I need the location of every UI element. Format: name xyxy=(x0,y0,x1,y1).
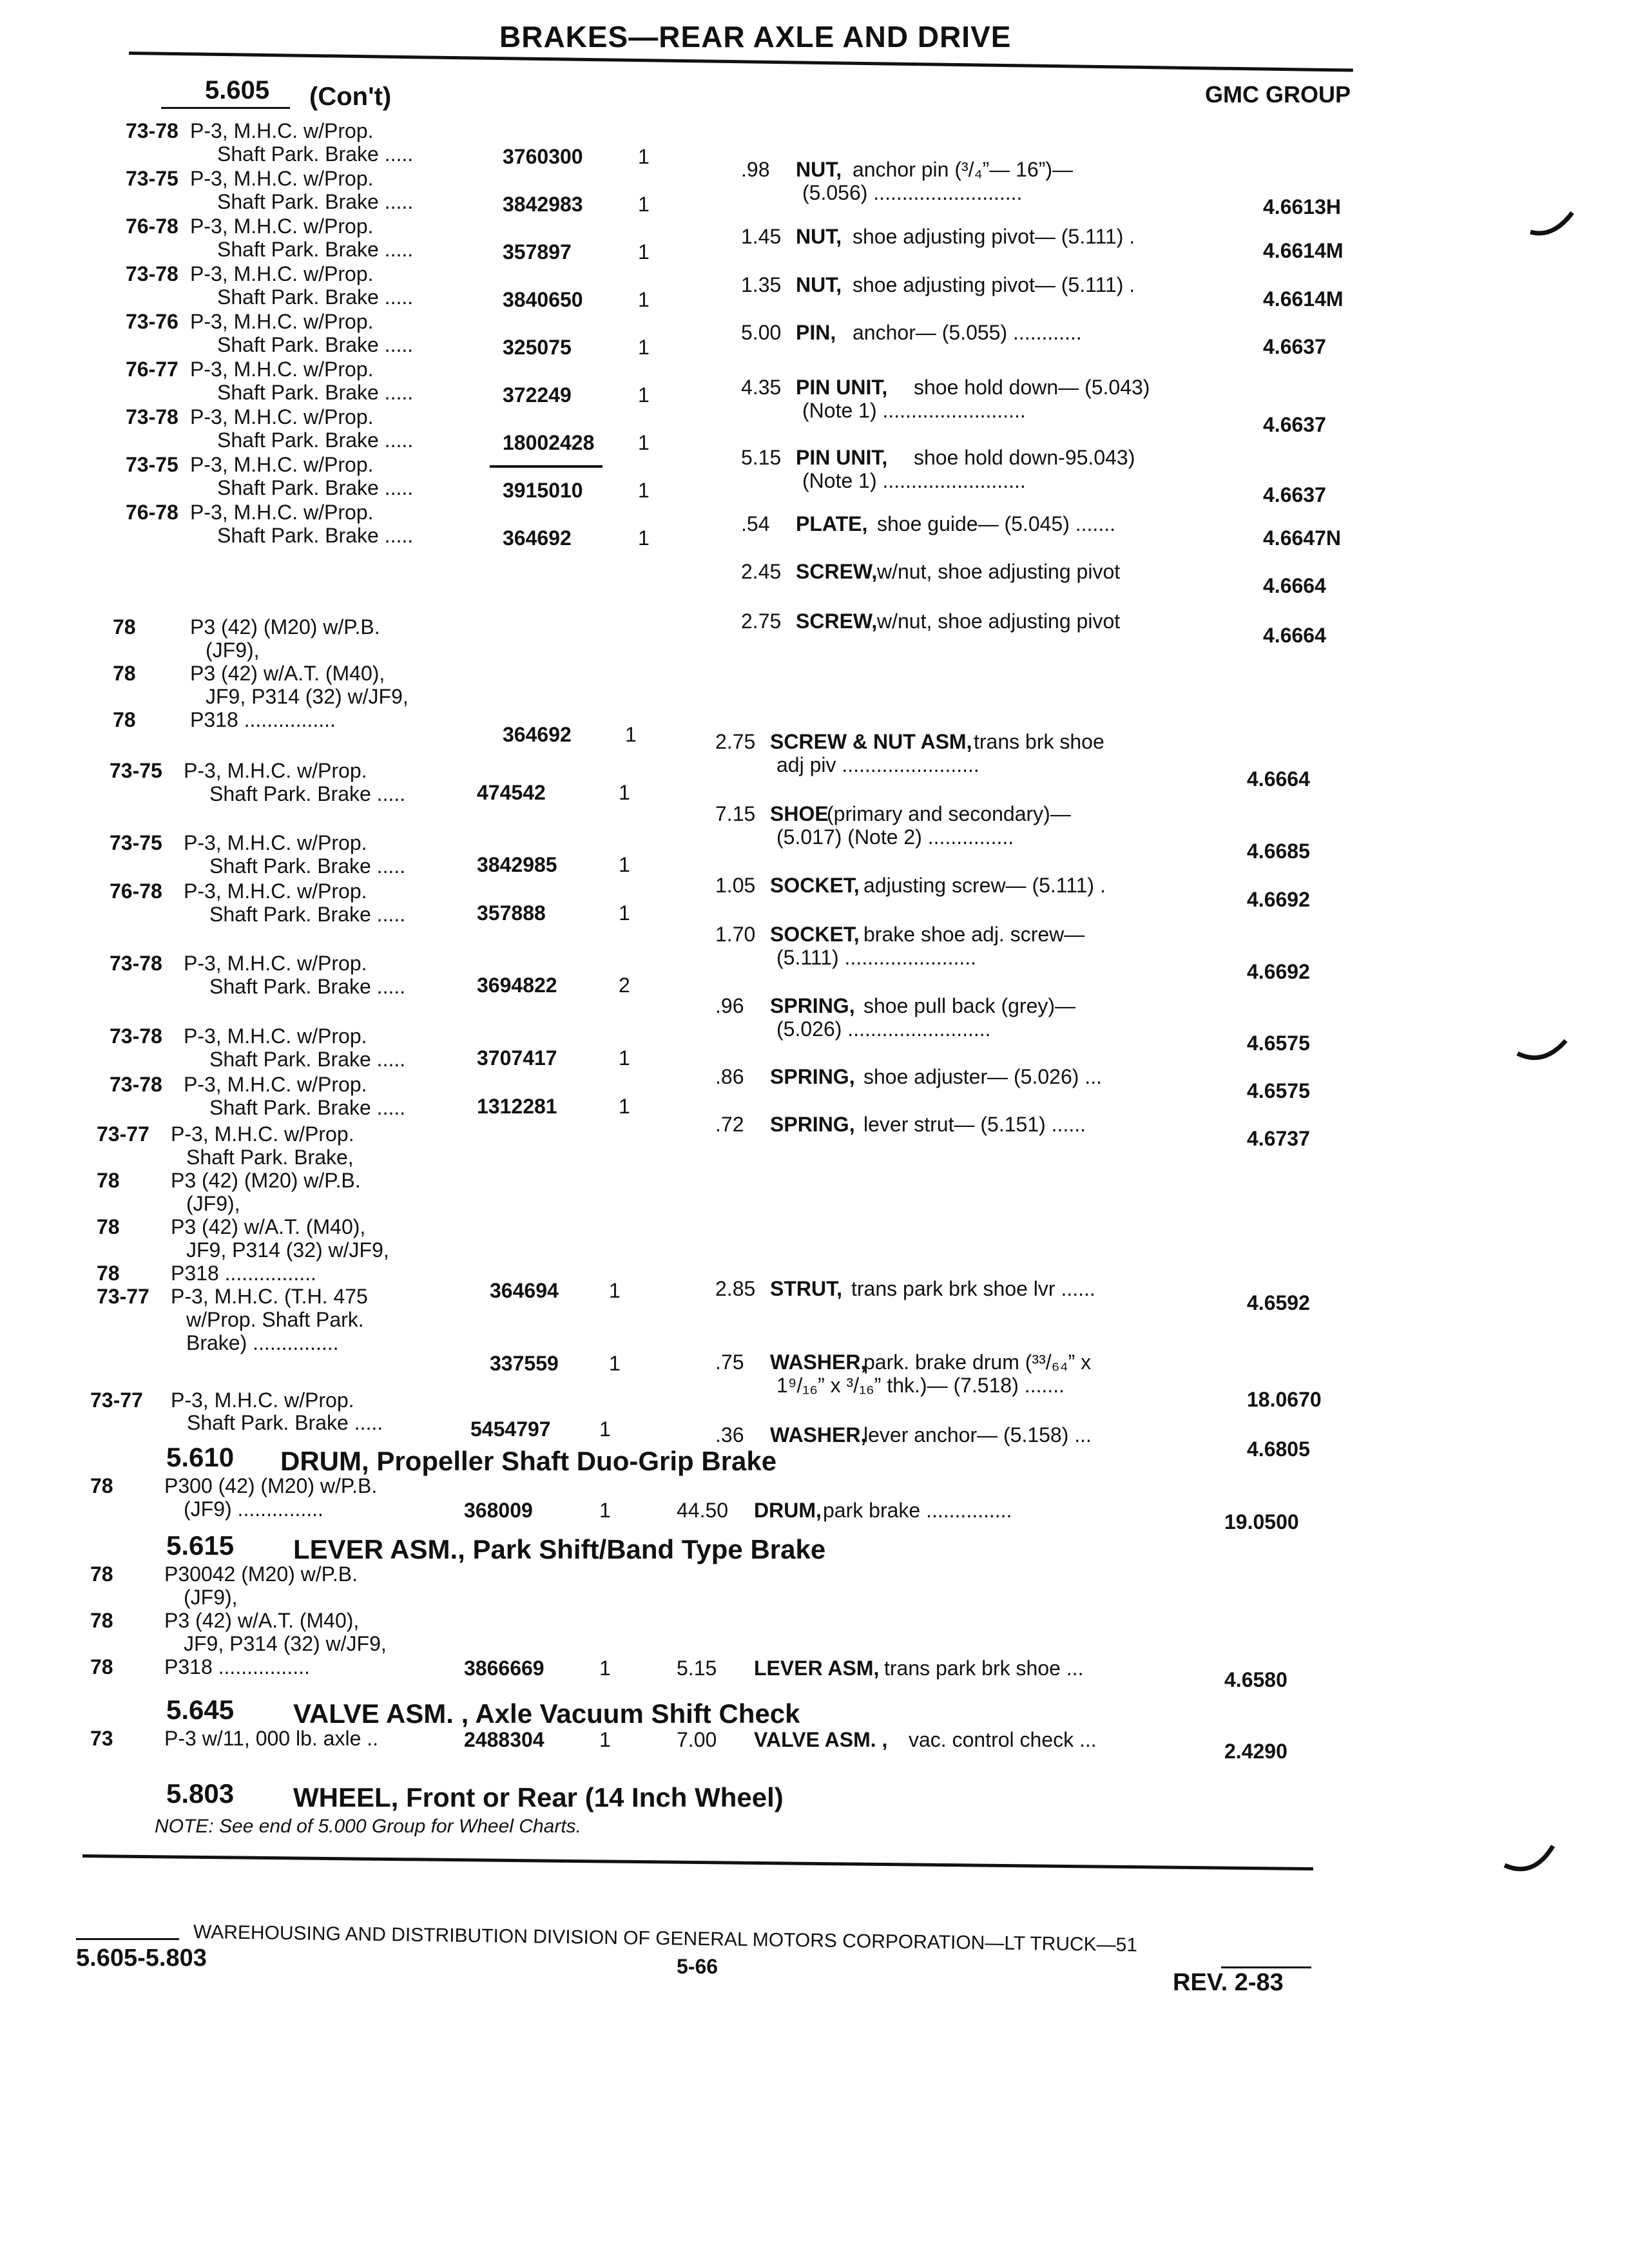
entry-years: 73-75 xyxy=(110,759,162,782)
part-name: SPRING, xyxy=(770,1113,855,1136)
section-title: VALVE ASM. , Axle Vacuum Shift Check xyxy=(293,1698,800,1729)
section-number: 5.803 xyxy=(166,1778,235,1809)
group-label: GMC GROUP xyxy=(1205,81,1351,108)
part-number: 364692 xyxy=(503,723,572,746)
quantity: 1 xyxy=(619,1046,630,1070)
entry-years: 78 xyxy=(113,662,136,685)
group-number: 4.6614M xyxy=(1263,239,1344,262)
quantity: 1 xyxy=(638,288,650,311)
part-name: WASHER, xyxy=(770,1423,867,1446)
entry-description: P318 ................ xyxy=(164,1655,310,1678)
group-number: 4.6647N xyxy=(1263,526,1341,550)
part-description-cont: (Note 1) ......................... xyxy=(802,469,1026,492)
quantity: 1 xyxy=(638,479,650,502)
entry-years: 73-78 xyxy=(126,119,178,142)
part-name: SOCKET, xyxy=(770,874,860,897)
part-description: anchor— (5.055) ............ xyxy=(853,321,1082,344)
entry-years: 73-76 xyxy=(126,310,178,333)
entry-years: 73-78 xyxy=(126,262,178,285)
entry-description-cont: Shaft Park. Brake ..... xyxy=(217,190,414,213)
entry-description-cont: Shaft Park. Brake ..... xyxy=(217,524,414,547)
entry-description-cont: Shaft Park. Brake ..... xyxy=(217,285,414,309)
part-description: shoe adjusting pivot— (5.111) . xyxy=(853,225,1135,248)
part-description: (primary and secondary)— xyxy=(827,802,1071,825)
entry-description: P-3 w/11, 000 lb. axle .. xyxy=(164,1727,379,1750)
part-name: SPRING, xyxy=(770,994,855,1017)
entry-description-cont: Shaft Park. Brake ..... xyxy=(209,782,406,805)
part-number: 3840650 xyxy=(503,288,583,311)
entry-description: P-3, M.H.C. w/Prop. xyxy=(184,952,367,975)
quantity: 1 xyxy=(599,1499,611,1522)
entry-description: P-3, M.H.C. w/Prop. xyxy=(190,453,374,476)
header-rule xyxy=(129,52,1353,72)
entry-description: P3 (42) w/A.T. (M40), xyxy=(190,662,385,685)
part-number: 3707417 xyxy=(477,1046,557,1070)
list-price: 4.35 xyxy=(741,376,782,399)
entry-description: P-3, M.H.C. w/Prop. xyxy=(184,1024,367,1048)
entry-years: 78 xyxy=(90,1474,113,1497)
entry-years: 76-78 xyxy=(126,215,178,238)
part-number: 357897 xyxy=(503,240,572,264)
entry-description: JF9, P314 (32) w/JF9, xyxy=(206,685,409,708)
entry-years: 73-78 xyxy=(110,1024,162,1048)
entry-description: P-3, M.H.C. w/Prop. xyxy=(190,262,374,285)
revision: REV. 2-83 xyxy=(1173,1969,1284,1996)
part-name: SCREW, xyxy=(796,560,878,583)
entry-years: 78 xyxy=(90,1562,113,1586)
part-number: 364694 xyxy=(490,1279,559,1302)
part-description-cont: (5.111) ....................... xyxy=(776,946,977,969)
entry-description: P-3, M.H.C. (T.H. 475 xyxy=(171,1285,368,1308)
quantity: 1 xyxy=(619,853,630,876)
entry-description: P3 (42) (M20) w/P.B. xyxy=(190,615,380,639)
part-description: shoe adjusting pivot— (5.111) . xyxy=(853,273,1135,296)
footer-range: 5.605-5.803 xyxy=(76,1945,207,1972)
entry-description: Shaft Park. Brake, xyxy=(186,1146,354,1169)
part-description-cont: adj piv ........................ xyxy=(776,753,979,776)
quantity: 1 xyxy=(625,723,637,746)
entry-years: 78 xyxy=(113,615,136,639)
group-number: 19.0500 xyxy=(1224,1510,1299,1533)
group-number: 4.6637 xyxy=(1263,483,1326,506)
group-number: 4.6692 xyxy=(1247,960,1310,983)
entry-years: 73-75 xyxy=(126,453,178,476)
part-description: w/nut, shoe adjusting pivot xyxy=(877,610,1121,633)
section-continued: (Con't) xyxy=(309,82,392,111)
group-number: 4.6637 xyxy=(1263,413,1326,436)
entry-years: 78 xyxy=(97,1262,120,1285)
entry-description: P318 ................ xyxy=(190,708,336,731)
part-number: 337559 xyxy=(490,1352,559,1375)
part-name: PIN UNIT, xyxy=(796,446,888,469)
entry-years: 76-77 xyxy=(126,358,178,381)
entry-description: P3 (42) (M20) w/P.B. xyxy=(171,1169,361,1192)
entry-years: 73-77 xyxy=(90,1389,143,1412)
entry-description-cont: Shaft Park. Brake ..... xyxy=(209,1048,406,1071)
entry-years: 73 xyxy=(90,1727,113,1750)
quantity: 1 xyxy=(599,1728,611,1751)
part-description: w/nut, shoe adjusting pivot xyxy=(877,560,1121,583)
part-name: SCREW & NUT ASM, xyxy=(770,730,972,753)
entry-description-cont: Shaft Park. Brake ..... xyxy=(209,854,406,878)
part-name: WASHER, xyxy=(770,1350,867,1374)
part-name: VALVE ASM. , xyxy=(754,1728,888,1751)
part-description: adjusting screw— (5.111) . xyxy=(863,874,1106,897)
quantity: 1 xyxy=(609,1352,621,1375)
group-number: 4.6575 xyxy=(1247,1032,1310,1055)
section-title: LEVER ASM., Park Shift/Band Type Brake xyxy=(293,1534,826,1564)
part-name: SPRING, xyxy=(770,1065,855,1088)
part-name: LEVER ASM, xyxy=(754,1657,880,1680)
list-price: .86 xyxy=(715,1065,744,1088)
list-price: 2.75 xyxy=(715,730,756,753)
entry-description: P-3, M.H.C. w/Prop. xyxy=(190,310,374,333)
entry-description: P-3, M.H.C. w/Prop. xyxy=(184,879,367,903)
entry-description: P-3, M.H.C. w/Prop. xyxy=(184,1073,367,1096)
list-price: 1.45 xyxy=(741,225,782,248)
margin-mark-3 xyxy=(1501,1843,1559,1888)
list-price: 1.05 xyxy=(715,874,756,897)
list-price: 1.35 xyxy=(741,273,782,296)
part-name: SOCKET, xyxy=(770,923,860,946)
quantity: 1 xyxy=(619,1095,630,1118)
entry-description: w/Prop. Shaft Park. xyxy=(186,1308,364,1331)
part-number: 1312281 xyxy=(477,1095,557,1118)
entry-years: 78 xyxy=(90,1655,113,1678)
part-name: STRUT, xyxy=(770,1277,842,1300)
entry-years: 73-78 xyxy=(110,952,162,975)
part-description: park. brake drum (³³/₆₄” x xyxy=(863,1350,1092,1374)
part-description: shoe hold down-95.043) xyxy=(914,446,1135,469)
entry-description-cont: Shaft Park. Brake ..... xyxy=(217,428,414,452)
entry-years: 73-75 xyxy=(110,831,162,854)
part-number: 364692 xyxy=(503,526,572,550)
entry-description: P-3, M.H.C. w/Prop. xyxy=(184,759,367,782)
quantity: 1 xyxy=(638,383,650,407)
entry-description-cont: Shaft Park. Brake ..... xyxy=(209,903,406,926)
part-underline xyxy=(490,465,602,468)
group-number: 4.6805 xyxy=(1247,1437,1310,1461)
group-number: 4.6613H xyxy=(1263,195,1341,218)
entry-description: P-3, M.H.C. w/Prop. xyxy=(190,358,374,381)
entry-description: P-3, M.H.C. w/Prop. xyxy=(184,831,367,854)
part-name: SHOE xyxy=(770,802,829,825)
part-number: 18002428 xyxy=(503,431,595,454)
entry-description-cont: Shaft Park. Brake ..... xyxy=(217,333,414,356)
part-description: vac. control check ... xyxy=(909,1728,1097,1751)
page-title: BRAKES—REAR AXLE AND DRIVE xyxy=(499,20,1012,53)
group-number: 4.6575 xyxy=(1247,1079,1310,1102)
entry-description: P-3, M.H.C. w/Prop. xyxy=(190,167,374,190)
part-name: PLATE, xyxy=(796,512,868,535)
part-number: 474542 xyxy=(477,781,546,804)
entry-description: P-3, M.H.C. w/Prop. xyxy=(171,1389,354,1412)
list-price: .36 xyxy=(715,1423,744,1446)
entry-years: 73-77 xyxy=(97,1122,149,1146)
part-name: DRUM, xyxy=(754,1499,822,1522)
entry-years: 73-78 xyxy=(110,1073,162,1096)
entry-description: P300 (42) (M20) w/P.B. xyxy=(164,1474,378,1497)
list-price: 5.00 xyxy=(741,321,782,344)
entry-description: JF9, P314 (32) w/JF9, xyxy=(186,1238,389,1262)
entry-description: (JF9), xyxy=(184,1586,238,1609)
footer-short-rule xyxy=(76,1938,179,1940)
quantity: 2 xyxy=(619,974,630,997)
entry-years: 76-78 xyxy=(126,501,178,524)
part-name: NUT, xyxy=(796,158,842,181)
part-description-cont: (5.017) (Note 2) ............... xyxy=(776,825,1014,849)
entry-description: P-3, M.H.C. w/Prop. xyxy=(190,215,374,238)
quantity: 1 xyxy=(609,1279,621,1302)
group-number: 4.6664 xyxy=(1263,624,1326,647)
entry-description: JF9, P314 (32) w/JF9, xyxy=(184,1632,387,1655)
entry-description-cont: Shaft Park. Brake ..... xyxy=(217,142,414,166)
entry-description: P3 (42) w/A.T. (M40), xyxy=(164,1609,360,1632)
entry-description-cont: Shaft Park. Brake ..... xyxy=(187,1411,383,1434)
list-price: .98 xyxy=(741,158,770,181)
entry-description: P318 ................ xyxy=(171,1262,316,1285)
group-number: 4.6580 xyxy=(1224,1668,1287,1691)
footer-rev-rule xyxy=(1221,1966,1311,1968)
section-number: 5.645 xyxy=(166,1695,235,1725)
group-number: 4.6614M xyxy=(1263,287,1344,311)
list-price: .72 xyxy=(715,1113,744,1136)
part-number: 5454797 xyxy=(470,1418,551,1441)
list-price: 7.15 xyxy=(715,802,756,825)
part-name: PIN, xyxy=(796,321,836,344)
group-number: 4.6664 xyxy=(1247,767,1310,791)
list-price: 44.50 xyxy=(677,1499,729,1522)
list-price: 5.15 xyxy=(741,446,782,469)
quantity: 1 xyxy=(638,240,650,264)
entry-description: P-3, M.H.C. w/Prop. xyxy=(190,405,374,428)
quantity: 1 xyxy=(619,901,630,925)
entry-description-cont: Shaft Park. Brake ..... xyxy=(209,975,406,998)
group-number: 2.4290 xyxy=(1224,1740,1287,1763)
quantity: 1 xyxy=(638,431,650,454)
margin-mark-1 xyxy=(1527,206,1579,245)
part-description: lever anchor— (5.158) ... xyxy=(863,1423,1092,1446)
group-number: 4.6685 xyxy=(1247,840,1310,863)
part-description: trans park brk shoe ... xyxy=(884,1657,1084,1680)
part-number: 3694822 xyxy=(477,974,557,997)
part-description: trans brk shoe xyxy=(974,730,1104,753)
group-number: 4.6664 xyxy=(1263,574,1326,597)
quantity: 1 xyxy=(638,526,650,550)
entry-years: 78 xyxy=(113,708,136,731)
quantity: 1 xyxy=(599,1418,611,1441)
quantity: 1 xyxy=(619,781,630,804)
entry-years: 73-78 xyxy=(126,405,178,428)
entry-description: P3 (42) w/A.T. (M40), xyxy=(171,1215,366,1238)
part-description: shoe pull back (grey)— xyxy=(863,994,1076,1017)
part-name: PIN UNIT, xyxy=(796,376,888,399)
part-number: 3866669 xyxy=(464,1657,545,1680)
part-description: shoe guide— (5.045) ....... xyxy=(877,512,1115,535)
part-number: 3760300 xyxy=(503,145,583,168)
list-price: 2.85 xyxy=(715,1277,756,1300)
part-description: brake shoe adj. screw— xyxy=(863,923,1085,946)
group-number: 18.0670 xyxy=(1247,1388,1322,1411)
bottom-rule xyxy=(82,1854,1313,1870)
group-number: 4.6592 xyxy=(1247,1291,1310,1314)
group-number: 4.6637 xyxy=(1263,335,1326,358)
section-number: 5.610 xyxy=(166,1442,235,1472)
part-description: park brake ............... xyxy=(823,1499,1012,1522)
part-description-cont: (5.026) ......................... xyxy=(776,1017,991,1041)
part-description-cont: (Note 1) ......................... xyxy=(802,399,1026,422)
part-description: anchor pin (³/₄”— 16”)— xyxy=(853,158,1074,181)
entry-years: 76-78 xyxy=(110,879,162,903)
list-price: .75 xyxy=(715,1350,744,1374)
list-price: 5.15 xyxy=(677,1657,717,1680)
part-description: lever strut— (5.151) ...... xyxy=(863,1113,1086,1136)
quantity: 1 xyxy=(638,193,650,216)
group-number: 4.6737 xyxy=(1247,1127,1310,1150)
list-price: 1.70 xyxy=(715,923,756,946)
list-price: .96 xyxy=(715,994,744,1017)
part-number: 372249 xyxy=(503,383,572,407)
part-name: NUT, xyxy=(796,273,842,296)
margin-mark-2 xyxy=(1514,1031,1572,1070)
section-title: WHEEL, Front or Rear (14 Inch Wheel) xyxy=(293,1782,784,1812)
entry-years: 78 xyxy=(90,1609,113,1632)
part-name: NUT, xyxy=(796,225,842,248)
entry-description: P30042 (M20) w/P.B. xyxy=(164,1562,358,1586)
list-price: 2.45 xyxy=(741,560,782,583)
part-description: trans park brk shoe lvr ...... xyxy=(851,1277,1095,1300)
list-price: 2.75 xyxy=(741,610,782,633)
section-number: 5.615 xyxy=(166,1530,235,1561)
entry-description: Brake) ............... xyxy=(186,1331,339,1354)
part-description: shoe adjuster— (5.026) ... xyxy=(863,1065,1102,1088)
entry-years: 73-77 xyxy=(97,1285,149,1308)
section-number: 5.605 xyxy=(205,76,270,104)
part-number: 2488304 xyxy=(464,1728,545,1751)
part-number: 325075 xyxy=(503,336,572,359)
entry-description-cont: Shaft Park. Brake ..... xyxy=(217,238,414,261)
section-underline xyxy=(161,107,290,109)
list-price: .54 xyxy=(741,512,770,535)
list-price: 7.00 xyxy=(677,1728,717,1751)
part-number: 3842985 xyxy=(477,853,557,876)
entry-description-cont: Shaft Park. Brake ..... xyxy=(209,1096,406,1119)
entry-description: P-3, M.H.C. w/Prop. xyxy=(190,119,374,142)
entry-description: P-3, M.H.C. w/Prop. xyxy=(190,501,374,524)
entry-description: (JF9), xyxy=(186,1192,240,1215)
entry-description: P-3, M.H.C. w/Prop. xyxy=(171,1122,354,1146)
part-name: SCREW, xyxy=(796,610,878,633)
group-number: 4.6692 xyxy=(1247,888,1310,911)
part-number: 357888 xyxy=(477,901,546,925)
part-description-cont: (5.056) .......................... xyxy=(802,181,1023,204)
quantity: 1 xyxy=(638,145,650,168)
part-number: 3915010 xyxy=(503,479,583,502)
wheel-note: NOTE: See end of 5.000 Group for Wheel Charts. xyxy=(155,1816,581,1837)
quantity: 1 xyxy=(599,1657,611,1680)
footer-division: WAREHOUSING AND DISTRIBUTION DIVISION OF GENERAL MOTORS CORPORATION—LT TRUCK—51 xyxy=(193,1921,1138,1956)
entry-description: (JF9), xyxy=(206,639,260,662)
part-description-cont: 1⁹/₁₆” x ³/₁₆” thk.)— (7.518) ....... xyxy=(776,1374,1065,1397)
entry-years: 78 xyxy=(97,1169,120,1192)
entry-description: (JF9) ............... xyxy=(184,1497,323,1521)
part-description: shoe hold down— (5.043) xyxy=(914,376,1150,399)
part-number: 368009 xyxy=(464,1499,533,1522)
quantity: 1 xyxy=(638,336,650,359)
page-number: 5-66 xyxy=(677,1955,718,1978)
part-number: 3842983 xyxy=(503,193,583,216)
entry-description-cont: Shaft Park. Brake ..... xyxy=(217,381,414,404)
entry-years: 78 xyxy=(97,1215,120,1238)
entry-years: 73-75 xyxy=(126,167,178,190)
section-title: DRUM, Propeller Shaft Duo-Grip Brake xyxy=(280,1446,777,1476)
entry-description-cont: Shaft Park. Brake ..... xyxy=(217,476,414,499)
